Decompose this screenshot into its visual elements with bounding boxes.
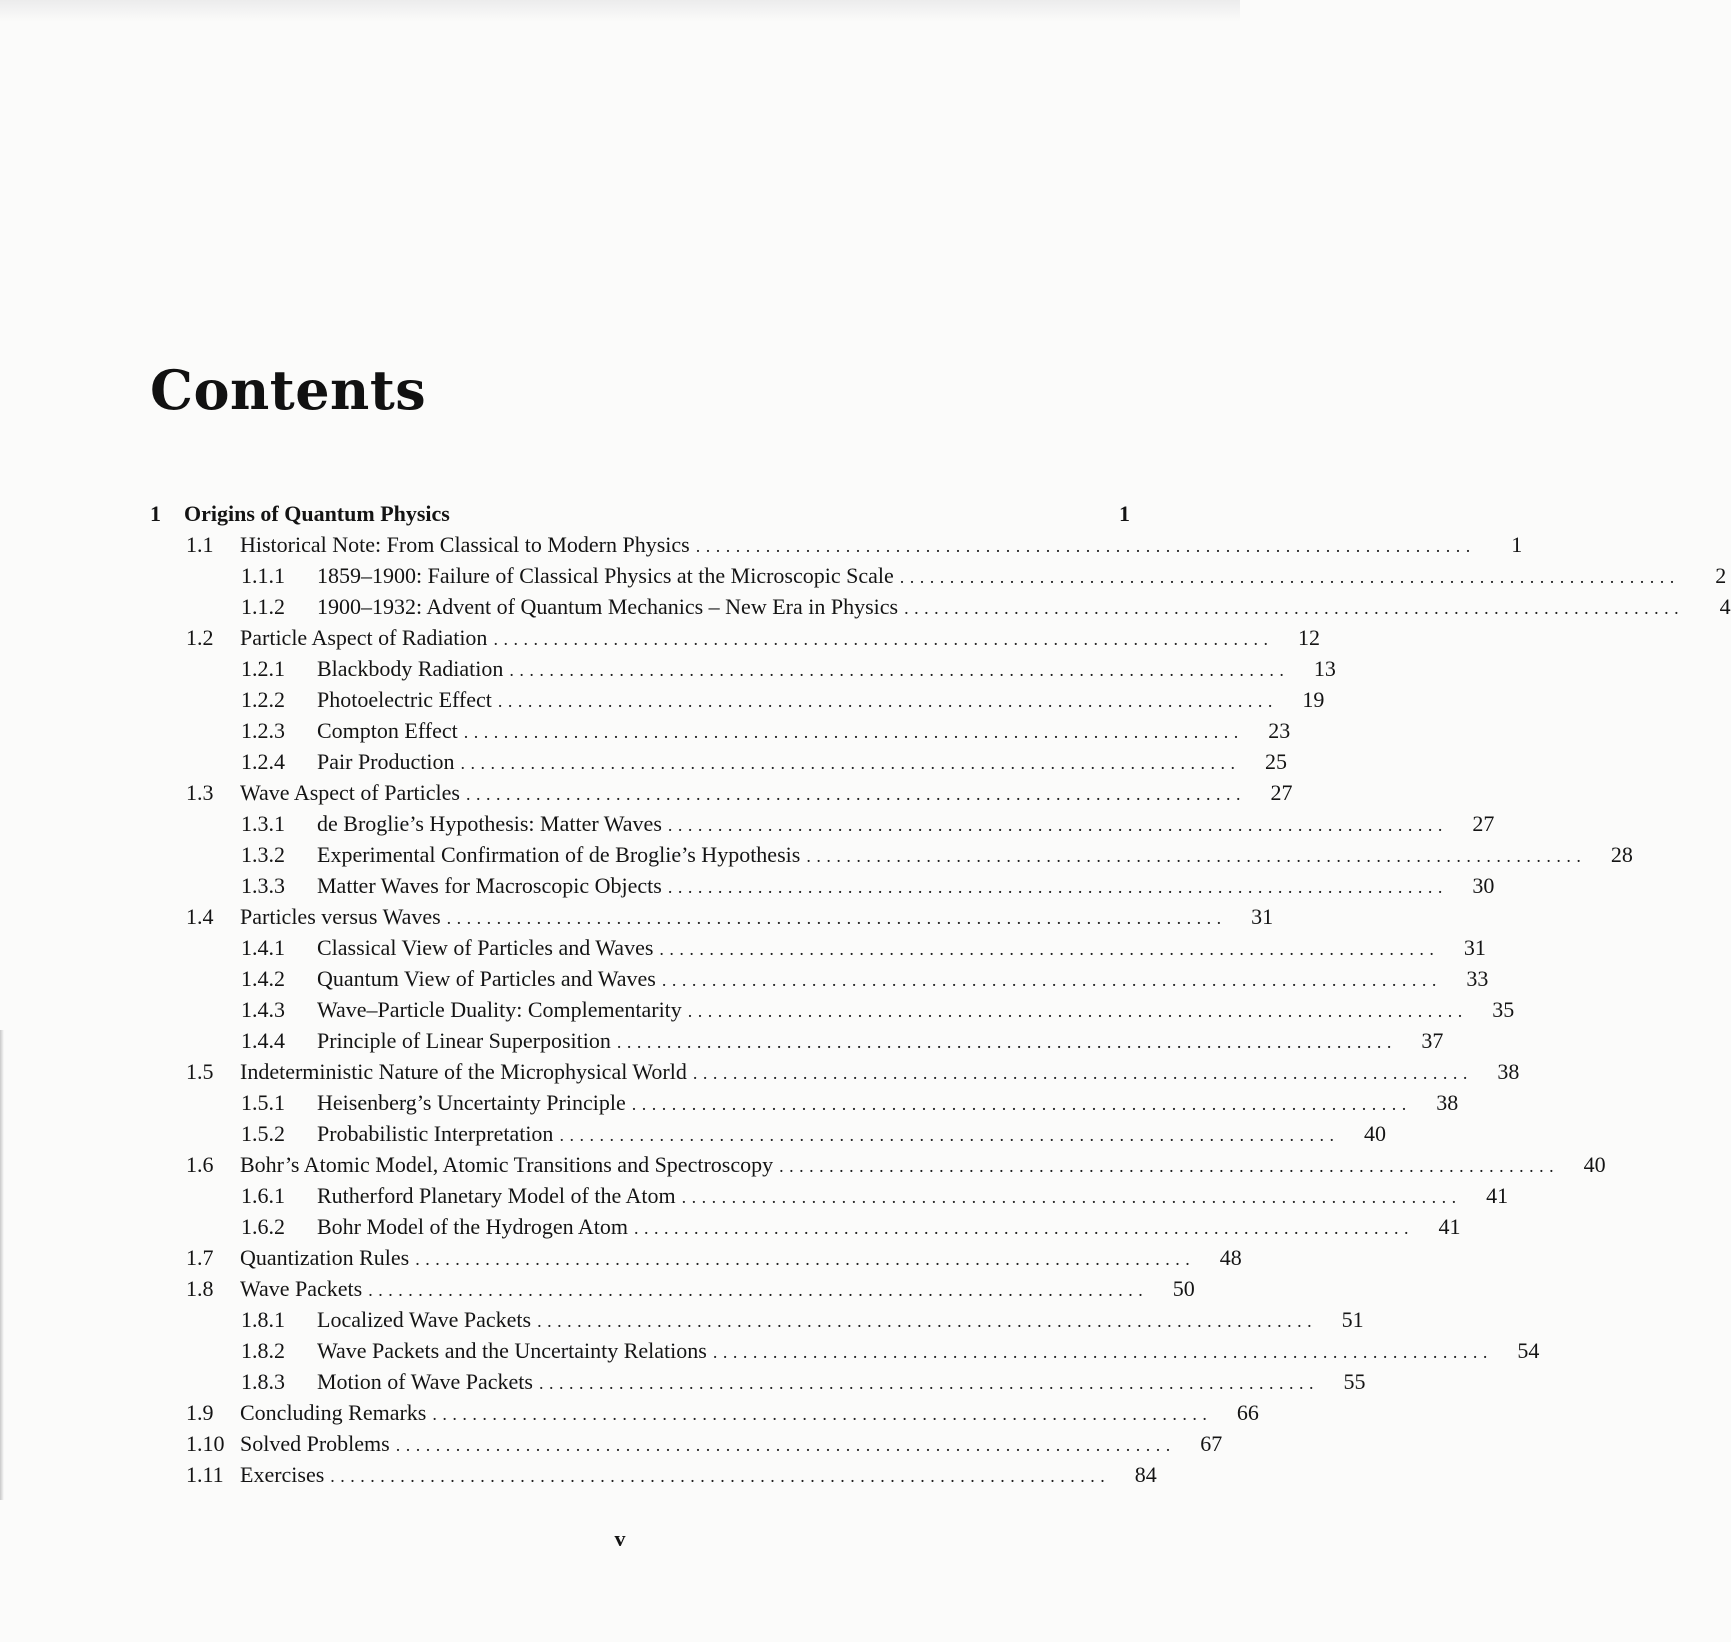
dot-leader <box>466 779 1241 810</box>
toc-entry-number: 1.5.1 <box>241 1090 285 1115</box>
toc-entry-number: 1.8 <box>186 1276 214 1301</box>
toc-entry-number: 1.3 <box>186 780 214 805</box>
toc-entry-title: Probabilistic Interpretation <box>317 1121 554 1146</box>
dot-leader <box>617 1027 1392 1058</box>
toc-entry-number: 1.3.1 <box>241 811 285 836</box>
toc-entry-title: Origins of Quantum Physics <box>184 501 450 526</box>
toc-entry-title: Historical Note: From Classical to Modern Physics <box>240 532 690 557</box>
toc-entry-section[interactable] <box>150 1056 1520 1087</box>
dot-leader <box>415 1244 1190 1275</box>
dot-leader <box>432 1399 1207 1430</box>
toc-entry-page: 40 <box>1363 1121 1386 1146</box>
toc-entry-section[interactable] <box>150 1242 1242 1273</box>
dot-leader <box>396 1430 1171 1461</box>
table-of-contents <box>150 498 1731 1490</box>
toc-entry-title: Quantization Rules <box>240 1245 410 1270</box>
dot-leader <box>493 624 1268 655</box>
dot-leader <box>713 1337 1488 1368</box>
dot-leader <box>806 841 1581 872</box>
toc-entry-title: Motion of Wave Packets <box>317 1369 533 1394</box>
toc-entry-subsection[interactable] <box>150 1025 1444 1056</box>
toc-entry-section[interactable] <box>150 1149 1606 1180</box>
toc-entry-title: Wave Packets <box>240 1276 363 1301</box>
dot-leader <box>537 1306 1312 1337</box>
toc-entry-number: 1.2.3 <box>241 718 285 743</box>
toc-entry-subsection[interactable] <box>150 560 1727 591</box>
toc-entry-section[interactable] <box>150 1428 1223 1459</box>
dot-leader <box>668 872 1443 903</box>
toc-entry-page: 31 <box>1463 935 1486 960</box>
toc-entry-page: 55 <box>1343 1369 1366 1394</box>
toc-entry-number: 1.10 <box>186 1431 225 1456</box>
dot-leader <box>668 810 1443 841</box>
toc-entry-title: Bohr Model of the Hydrogen Atom <box>317 1214 629 1239</box>
dot-leader <box>682 1182 1457 1213</box>
toc-entry-title: Wave–Particle Duality: Complementarity <box>317 997 682 1022</box>
toc-entry-number: 1.8.1 <box>241 1307 285 1332</box>
toc-entry-page: 38 <box>1497 1059 1520 1084</box>
toc-entry-page: 27 <box>1472 811 1495 836</box>
dot-leader <box>368 1275 1143 1306</box>
toc-entry-subsection[interactable] <box>150 994 1515 1025</box>
dot-leader <box>900 562 1675 593</box>
toc-entry-title: Compton Effect <box>317 718 458 743</box>
dot-leader <box>509 655 1284 686</box>
toc-entry-number: 1.4.3 <box>241 997 285 1022</box>
toc-entry-number: 1.1.1 <box>241 563 285 588</box>
toc-entry-number: 1.2.1 <box>241 656 285 681</box>
toc-entry-number: 1.6.2 <box>241 1214 285 1239</box>
toc-entry-subsection[interactable] <box>150 591 1731 622</box>
toc-entry-title: Indeterministic Nature of the Microphysical World <box>240 1059 687 1084</box>
toc-entry-section[interactable] <box>150 1397 1259 1428</box>
toc-entry-subsection[interactable] <box>150 684 1325 715</box>
toc-entry-title: Classical View of Particles and Waves <box>317 935 654 960</box>
toc-entry-page: 25 <box>1265 749 1287 774</box>
toc-entry-title: Principle of Linear Superposition <box>317 1028 611 1053</box>
page-edge-shadow <box>0 1030 4 1500</box>
toc-entry-page: 35 <box>1492 997 1515 1022</box>
toc-entry-subsection[interactable] <box>150 839 1633 870</box>
toc-entry-number: 1.1.2 <box>241 594 285 619</box>
dot-leader <box>632 1089 1407 1120</box>
toc-entry-section[interactable] <box>150 529 1523 560</box>
toc-entry-subsection[interactable] <box>150 1180 1509 1211</box>
dot-leader <box>559 1120 1334 1151</box>
toc-entry-page: 50 <box>1172 1276 1195 1301</box>
toc-entry-title: Particle Aspect of Radiation <box>240 625 488 650</box>
toc-entry-number: 1.7 <box>186 1245 214 1270</box>
toc-entry-title: Heisenberg’s Uncertainty Principle <box>317 1090 626 1115</box>
toc-entry-title: Wave Aspect of Particles <box>240 780 460 805</box>
toc-entry-page: 51 <box>1341 1307 1364 1332</box>
toc-entry-page: 33 <box>1466 966 1489 991</box>
dot-leader <box>688 996 1463 1027</box>
toc-entry-title: Quantum View of Particles and Waves <box>317 966 656 991</box>
toc-entry-number: 1.8.3 <box>241 1369 285 1394</box>
toc-entry-subsection[interactable] <box>150 870 1495 901</box>
toc-entry-section[interactable] <box>150 1459 1157 1490</box>
toc-entry-title: de Broglie’s Hypothesis: Matter Waves <box>317 811 662 836</box>
dot-leader <box>779 1151 1554 1182</box>
toc-entry-number: 1.6.1 <box>241 1183 285 1208</box>
dot-leader <box>659 934 1434 965</box>
toc-entry-page: 13 <box>1313 656 1336 681</box>
toc-entry-page: 84 <box>1134 1462 1157 1487</box>
toc-entry-number: 1.1 <box>186 532 214 557</box>
dot-leader <box>447 903 1222 934</box>
toc-entry-page: 27 <box>1270 780 1293 805</box>
toc-entry-subsection[interactable] <box>150 746 1287 777</box>
toc-entry-page: 31 <box>1251 904 1274 929</box>
toc-entry-page: 38 <box>1436 1090 1459 1115</box>
toc-entry-section[interactable] <box>150 1273 1195 1304</box>
toc-entry-page: 37 <box>1421 1028 1444 1053</box>
toc-entry-title: Localized Wave Packets <box>317 1307 532 1332</box>
toc-entry-subsection[interactable] <box>150 1335 1540 1366</box>
toc-entry-number: 1.4 <box>186 904 214 929</box>
toc-entry-page: 66 <box>1236 1400 1259 1425</box>
toc-entry-subsection[interactable] <box>150 932 1486 963</box>
dot-leader <box>693 1058 1468 1089</box>
dot-leader <box>498 686 1273 717</box>
toc-entry-title: Photoelectric Effect <box>317 687 492 712</box>
toc-entry-subsection[interactable] <box>150 1366 1366 1397</box>
toc-entry-number: 1.3.2 <box>241 842 285 867</box>
toc-entry-title: Blackbody Radiation <box>317 656 504 681</box>
toc-entry-number: 1.4.1 <box>241 935 285 960</box>
toc-entry-title: 1859–1900: Failure of Classical Physics at the Microscopic Scale <box>317 563 894 588</box>
page-title: Contents <box>150 358 427 423</box>
dot-leader <box>330 1461 1105 1492</box>
toc-entry-section[interactable] <box>150 622 1320 653</box>
toc-entry-subsection[interactable] <box>150 1118 1386 1149</box>
toc-entry-page: 54 <box>1517 1338 1540 1363</box>
dot-leader <box>634 1213 1409 1244</box>
toc-entry-section[interactable] <box>150 901 1274 932</box>
dot-leader <box>461 748 1236 779</box>
toc-entry-page: 67 <box>1200 1431 1223 1456</box>
toc-entry-number: 1.4.2 <box>241 966 285 991</box>
toc-entry-number: 1.2.2 <box>241 687 285 712</box>
dot-leader <box>904 593 1679 624</box>
toc-entry-page: 1 <box>1511 532 1523 557</box>
toc-entry-number: 1.2 <box>186 625 214 650</box>
toc-entry-subsection[interactable] <box>150 1211 1461 1242</box>
toc-entry-title: Exercises <box>240 1462 325 1487</box>
page-number: v <box>614 1526 626 1551</box>
toc-entry-chapter[interactable] <box>150 498 1130 529</box>
toc-entry-number: 1.11 <box>186 1462 224 1487</box>
dot-leader <box>539 1368 1314 1399</box>
toc-entry-number: 1.4.4 <box>241 1028 285 1053</box>
toc-entry-subsection[interactable] <box>150 715 1291 746</box>
toc-entry-subsection[interactable] <box>150 1087 1459 1118</box>
toc-entry-title: 1900–1932: Advent of Quantum Mechanics – New Era in Physics <box>317 594 899 619</box>
toc-entry-page: 41 <box>1438 1214 1461 1239</box>
toc-entry-title: Experimental Confirmation of de Broglie’s Hypothesis <box>317 842 801 867</box>
toc-entry-page: 2 <box>1715 563 1727 588</box>
toc-entry-page: 41 <box>1486 1183 1509 1208</box>
toc-entry-page: 28 <box>1610 842 1633 867</box>
toc-entry-number: 1.2.4 <box>241 749 285 774</box>
toc-entry-section[interactable] <box>150 777 1293 808</box>
toc-entry-number: 1.8.2 <box>241 1338 285 1363</box>
toc-entry-subsection[interactable] <box>150 963 1489 994</box>
toc-entry-title: Rutherford Planetary Model of the Atom <box>317 1183 676 1208</box>
toc-entry-number: 1.3.3 <box>241 873 285 898</box>
toc-entry-page: 23 <box>1268 718 1291 743</box>
toc-entry-page: 30 <box>1472 873 1495 898</box>
toc-entry-page: 40 <box>1583 1152 1606 1177</box>
toc-entry-number: 1.5.2 <box>241 1121 285 1146</box>
toc-entry-subsection[interactable] <box>150 1304 1364 1335</box>
toc-entry-number: 1.6 <box>186 1152 214 1177</box>
toc-entry-title: Concluding Remarks <box>240 1400 427 1425</box>
page-scan-shadow <box>0 0 1240 22</box>
toc-entry-number: 1.9 <box>186 1400 214 1425</box>
toc-entry-page: 1 <box>1119 501 1130 526</box>
toc-entry-number: 1 <box>150 501 161 526</box>
toc-entry-title: Pair Production <box>317 749 455 774</box>
dot-leader <box>662 965 1437 996</box>
toc-entry-page: 19 <box>1302 687 1325 712</box>
dot-leader <box>696 531 1471 562</box>
toc-entry-title: Particles versus Waves <box>240 904 441 929</box>
toc-entry-subsection[interactable] <box>150 653 1336 684</box>
toc-entry-title: Wave Packets and the Uncertainty Relations <box>317 1338 707 1363</box>
toc-entry-page: 12 <box>1297 625 1320 650</box>
toc-entry-number: 1.5 <box>186 1059 214 1084</box>
dot-leader <box>464 717 1239 748</box>
toc-entry-title: Matter Waves for Macroscopic Objects <box>317 873 662 898</box>
toc-entry-subsection[interactable] <box>150 808 1495 839</box>
toc-entry-page: 4 <box>1719 594 1731 619</box>
toc-entry-title: Bohr’s Atomic Model, Atomic Transitions and Spectroscopy <box>240 1152 774 1177</box>
toc-entry-page: 48 <box>1219 1245 1242 1270</box>
toc-entry-title: Solved Problems <box>240 1431 390 1456</box>
